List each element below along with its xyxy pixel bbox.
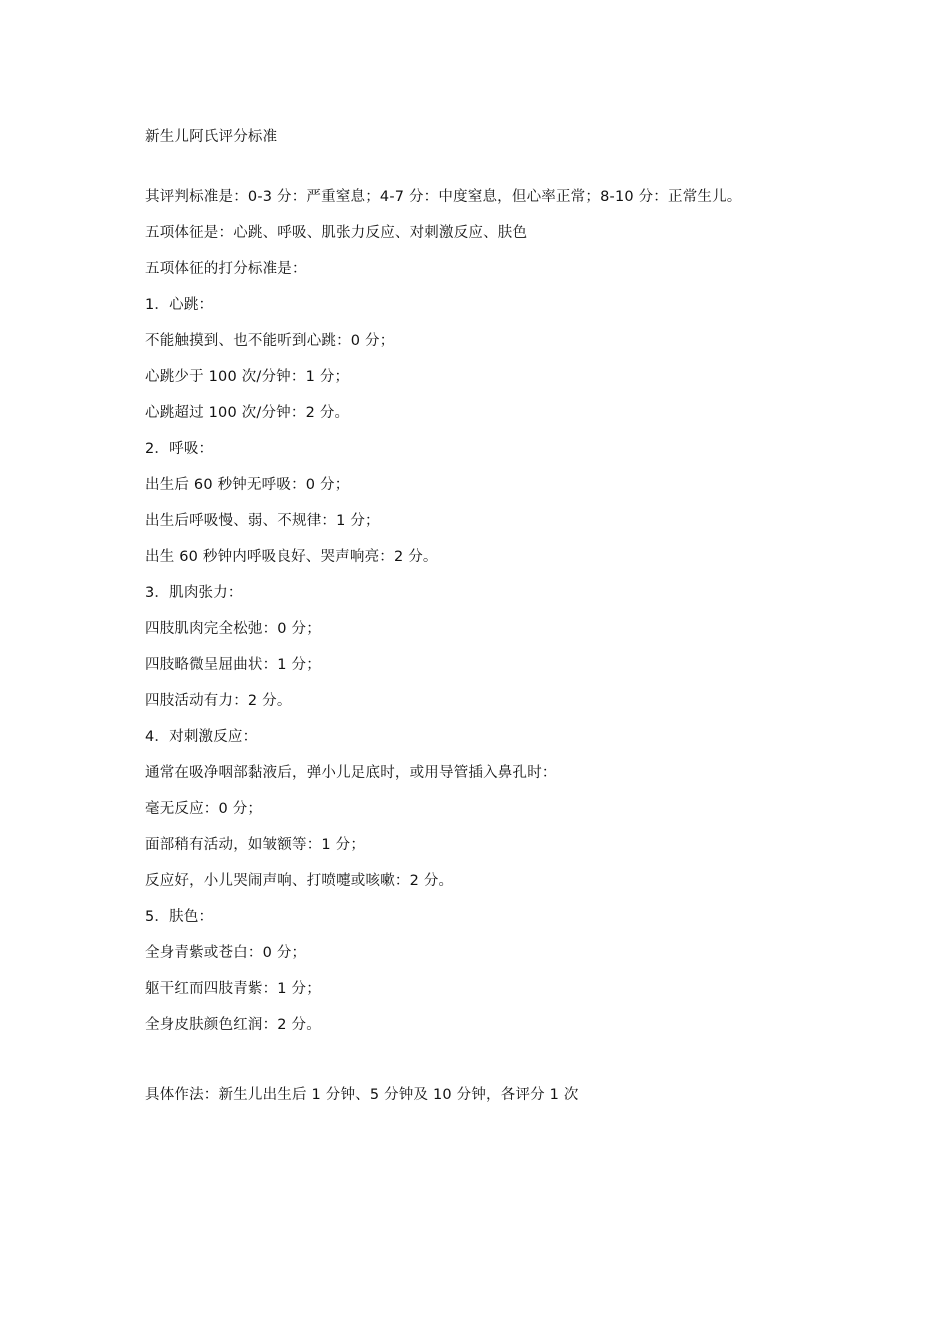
list-item: 四肢略微呈屈曲状：1 分； xyxy=(145,657,321,673)
section-breathing-heading: 2．呼吸： xyxy=(145,441,214,457)
list-item: 出生后呼吸慢、弱、不规律：1 分； xyxy=(145,513,380,529)
list-item: 出生后 60 秒钟无呼吸：0 分； xyxy=(145,477,350,493)
list-item: 反应好，小儿哭闹声响、打喷嚏或咳嗽：2 分。 xyxy=(145,873,454,889)
list-item: 毫无反应：0 分； xyxy=(145,801,263,817)
document-title: 新生儿阿氏评分标准 xyxy=(145,129,278,145)
list-item: 面部稍有活动，如皱额等：1 分； xyxy=(145,837,366,853)
list-item: 心跳少于 100 次/分钟：1 分； xyxy=(145,369,350,385)
list-item: 出生 60 秒钟内呼吸良好、哭声响亮：2 分。 xyxy=(145,549,438,565)
list-item: 四肢肌肉完全松弛：0 分； xyxy=(145,621,321,637)
section-heartbeat-heading: 1．心跳： xyxy=(145,297,214,313)
section-reflex-heading: 4．对刺激反应： xyxy=(145,729,258,745)
list-item: 全身皮肤颜色红润：2 分。 xyxy=(145,1017,321,1033)
list-item: 不能触摸到、也不能听到心跳：0 分； xyxy=(145,333,395,349)
list-item: 躯干红而四肢青紫：1 分； xyxy=(145,981,321,997)
list-item: 全身青紫或苍白：0 分； xyxy=(145,945,307,961)
five-signs-text: 五项体征是：心跳、呼吸、肌张力反应、对刺激反应、肤色 xyxy=(145,225,528,241)
section-skin-color-heading: 5．肤色： xyxy=(145,909,214,925)
list-item: 心跳超过 100 次/分钟：2 分。 xyxy=(145,405,350,421)
method-text: 具体作法：新生儿出生后 1 分钟、5 分钟及 10 分钟，各评分 1 次 xyxy=(145,1087,579,1103)
list-item: 四肢活动有力：2 分。 xyxy=(145,693,292,709)
section-muscle-tone-heading: 3．肌肉张力： xyxy=(145,585,243,601)
scoring-intro: 五项体征的打分标准是： xyxy=(145,261,307,277)
criteria-text: 其评判标准是：0-3 分：严重窒息；4-7 分：中度窒息，但心率正常；8-10 分：正常生儿。 xyxy=(145,189,742,205)
section-reflex-note: 通常在吸净咽部黏液后，弹小儿足底时，或用导管插入鼻孔时： xyxy=(145,765,557,781)
